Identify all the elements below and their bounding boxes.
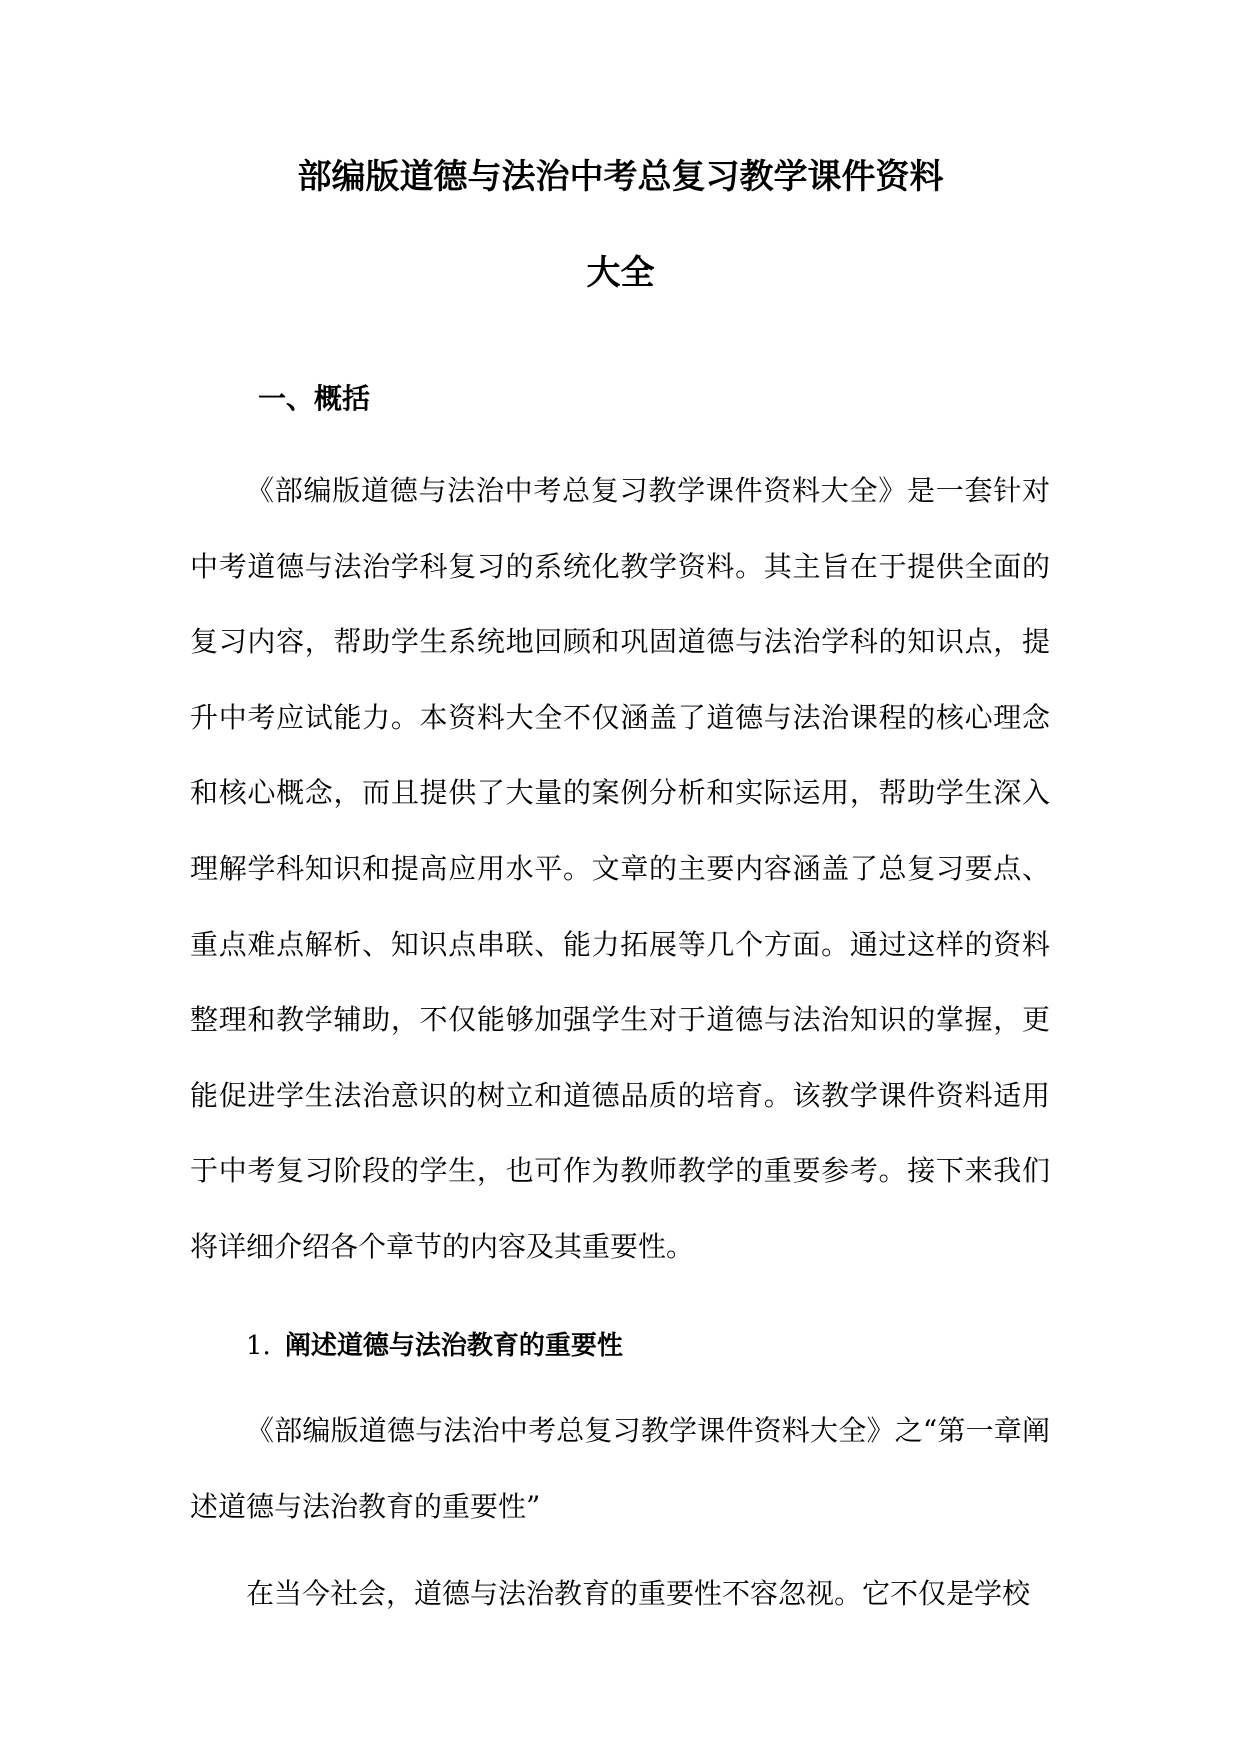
subsection-heading-text: 阐述道德与法治教育的重要性 bbox=[284, 1331, 623, 1361]
subsection-paragraph-2: 在当今社会，道德与法治教育的重要性不容忽视。它不仅是学校 bbox=[246, 1577, 1031, 1610]
subsection-heading-1 bbox=[246, 1328, 623, 1364]
document-title-line-2: 大全 bbox=[586, 253, 655, 293]
document-title-line-1: 部编版道德与法治中考总复习教学课件资料 bbox=[297, 157, 944, 197]
subsection-number: 1. bbox=[246, 1331, 271, 1361]
section-heading-overview: 一、概括 bbox=[258, 382, 371, 415]
overview-paragraph: 《部编版道德与法治中考总复习教学课件资料大全》是一套针对中考道德与法治学科复习的系统化教学资料。其主旨在于提供全面的复习内容，帮助学生系统地回顾和巩固道德与法治学科的知识点，提升中考应试能力。本资料大全不仅涵盖了道德与法治课程的核心理念和核心概念，而且提供了大量的案例分析和实际运用，帮助学生深入理解学科知识和提高应用水平。文章的主要内容涵盖了总复习要点、重点难点解析、知识点串联、能力拓展等几个方面。通过这样的资料整理和教学辅助，不仅能够加强学生对于道德与法治知识的掌握，更能促进学生法治意识的树立和道德品质的培育。该教学课件资料适用于中考复习阶段的学生，也可作为教师教学的重要参考。接下来我们将详细介绍各个章节的内容及其重要性。 bbox=[190, 474, 1050, 1263]
subsection-paragraph-1: 《部编版道德与法治中考总复习教学课件资料大全》之“第一章阐述道德与法治教育的重要性” bbox=[190, 1414, 1050, 1523]
